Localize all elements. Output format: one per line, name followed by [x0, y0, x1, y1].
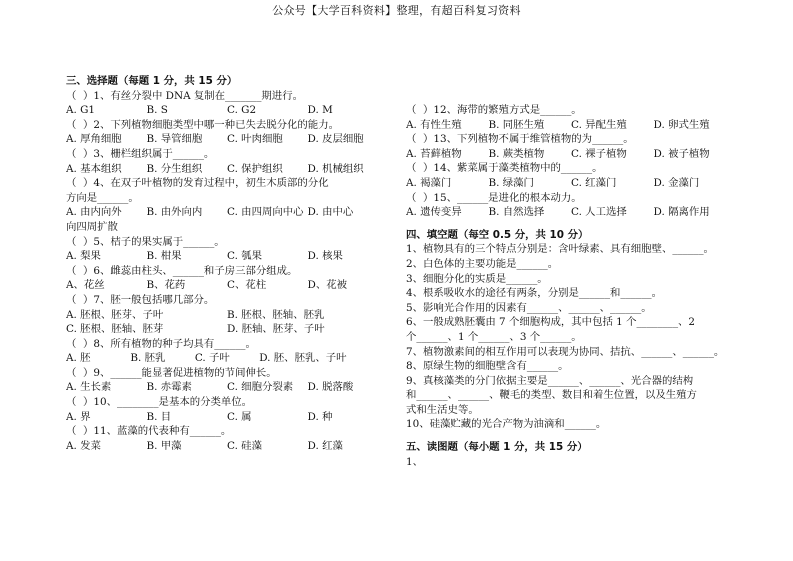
option: A. 胚根、胚芽、子叶 — [66, 308, 164, 321]
option: D. 机械组织 — [307, 162, 364, 175]
question-15: （ ）15、______是进化的根本动力。 — [406, 191, 582, 204]
option: B. 由外向内 — [146, 206, 203, 219]
question-9: （ ）9、______能显著促进植物的节间伸长。 — [66, 366, 277, 379]
option: A. 界 — [66, 410, 91, 423]
question-1-options — [66, 103, 388, 118]
fill-10: 10、硅藻贮藏的光合产物为油滴和______。 — [406, 418, 607, 431]
question-4-options — [66, 205, 388, 220]
fill-4: 4、根系吸收水的途径有两条，分别是______和______。 — [406, 287, 662, 300]
spacer — [406, 220, 736, 228]
option: C. 由四周向中心 — [227, 206, 304, 219]
question-10: （ ）10、________是基本的分类单位。 — [66, 396, 253, 409]
option: C. 人工选择 — [571, 206, 627, 219]
option: A. 褐藻门 — [406, 176, 452, 189]
option: A. 厚角细胞 — [66, 133, 122, 146]
option: A、花丝 — [66, 279, 105, 292]
option: C. 属 — [227, 410, 252, 423]
option: B. 绿藻门 — [488, 176, 534, 189]
option: C. 异配生殖 — [571, 118, 627, 131]
question-14-options — [406, 176, 736, 191]
question-15-options — [406, 205, 736, 220]
option: B. 目 — [146, 410, 172, 423]
question-5: （ ）5、桔子的果实属于______。 — [66, 235, 225, 248]
option: A. 苔藓植物 — [406, 147, 462, 160]
option: B. 蕨类植物 — [488, 147, 545, 160]
option: D. 胚轴、胚芽、子叶 — [227, 323, 325, 336]
question-7-options-row2 — [66, 322, 388, 337]
page-header: 公众号【大学百科资料】整理，有超百科复习资料 — [272, 4, 521, 17]
fill-1: 1、植物具有的三个特点分别是：含叶绿素、具有细胞壁、______。 — [406, 243, 714, 256]
fill-8: 8、原绿生物的细胞壁含有______。 — [406, 360, 569, 373]
section-4-title: 四、填空题（每空 0.5 分，共 10 分） — [406, 228, 589, 241]
option: D. 胚、胚乳、子叶 — [259, 352, 347, 365]
question-10-options — [66, 410, 388, 425]
option: D. 核果 — [307, 250, 343, 263]
option: C. 保护组织 — [227, 162, 283, 175]
option: A. 生长素 — [66, 381, 112, 394]
option: A. 由内向外 — [66, 206, 122, 219]
option: B. 胚乳 — [130, 352, 166, 365]
question-12-options — [406, 118, 736, 133]
fill-2: 2、白色体的主要功能是______。 — [406, 257, 559, 270]
option: D. 种 — [307, 410, 333, 423]
question-8: （ ）8、所有植物的种子均具有______。 — [66, 337, 256, 350]
question-1: （ ）1、有丝分裂中 DNA 复制在_______期进行。 — [66, 89, 303, 102]
fill-9-line2: 和______、______、鞭毛的类型、数目和着生位置，以及生殖方 — [406, 389, 697, 402]
option: C. 硅藻 — [227, 439, 262, 452]
spacer — [406, 432, 736, 440]
option: B. 同胚生殖 — [488, 118, 545, 131]
option: B. 自然选择 — [488, 206, 545, 219]
question-8-options — [66, 351, 388, 366]
question-4-options-cont: 向四周扩散 — [66, 220, 118, 233]
section-3-title: 三、选择题（每题 1 分，共 15 分） — [66, 75, 238, 87]
question-11-options — [66, 439, 388, 454]
question-2: （ ）2、下列植物细胞类型中哪一种已失去脱分化的能力。 — [66, 118, 339, 131]
option: C. 裸子植物 — [571, 147, 627, 160]
option: A. G1 — [66, 104, 96, 117]
option: C. 红藻门 — [571, 176, 617, 189]
option: C. G2 — [227, 104, 257, 117]
right-column — [406, 103, 736, 469]
question-7: （ ）7、胚一般包括哪几部分。 — [66, 293, 215, 306]
fill-9-line3: 式和生活史等。 — [406, 403, 479, 416]
option: A. 基本组织 — [66, 162, 122, 175]
option: D. 皮层细胞 — [307, 133, 364, 146]
option: B、花药 — [146, 279, 186, 292]
question-3-options — [66, 162, 388, 177]
option: B. 柑果 — [146, 250, 182, 263]
option: D. M — [307, 104, 333, 117]
read-figure-1: 1、 — [406, 455, 424, 468]
question-6: （ ）6、雌蕊由柱头、______和子房三部分组成。 — [66, 264, 298, 277]
option: D. 卵式生殖 — [653, 118, 710, 131]
option: D. 隔离作用 — [653, 206, 710, 219]
option: C、花柱 — [227, 279, 267, 292]
option: A. 胚 — [66, 352, 91, 365]
option: B. S — [146, 104, 168, 117]
option: C. 叶肉细胞 — [227, 133, 283, 146]
question-6-options — [66, 278, 388, 293]
question-7-options-row1 — [66, 308, 388, 323]
fill-7: 7、植物激素间的相互作用可以表现为协同、拮抗、______、______。 — [406, 345, 725, 358]
question-2-options — [66, 132, 388, 147]
question-14: （ ）14、紫菜属于藻类植物中的______。 — [406, 162, 603, 175]
option: A. 发菜 — [66, 439, 101, 452]
section-5-title: 五、读图题（每小题 1 分，共 15 分） — [406, 441, 588, 454]
left-column — [66, 74, 388, 453]
option: A. 有性生殖 — [406, 118, 462, 131]
fill-9-line1: 9、真核藻类的分门依据主要是______、______、光合器的结构 — [406, 374, 694, 387]
option: A. 梨果 — [66, 250, 101, 263]
question-12: （ ）12、海带的繁殖方式是______。 — [406, 104, 582, 116]
option: C. 胚根、胚轴、胚芽 — [66, 323, 164, 336]
question-11: （ ）11、蓝藻的代表种有______。 — [66, 425, 232, 438]
option: B. 分生组织 — [146, 162, 203, 175]
fill-3: 3、细胞分化的实质是______。 — [406, 272, 548, 285]
option: C. 瓠果 — [227, 250, 262, 263]
question-9-options — [66, 380, 388, 395]
question-3: （ ）3、栅栏组织属于______。 — [66, 147, 215, 160]
option: D. 金藻门 — [653, 176, 700, 189]
option: D. 红藻 — [307, 439, 343, 452]
option: B. 甲藻 — [146, 439, 182, 452]
option: C. 细胞分裂素 — [227, 381, 294, 394]
question-13-options — [406, 147, 736, 162]
question-4-line1: （ ）4、在双子叶植物的发育过程中，初生木质部的分化 — [66, 177, 329, 190]
question-5-options — [66, 249, 388, 264]
option: D. 脱落酸 — [307, 381, 354, 394]
question-13: （ ）13、下列植物不属于维管植物的为______。 — [406, 133, 634, 146]
option: C. 子叶 — [194, 352, 230, 365]
option: B. 赤霉素 — [146, 381, 192, 394]
option: A. 遗传变异 — [406, 206, 462, 219]
option: D、花被 — [307, 279, 348, 292]
fill-6-line2: 个______、1 个______、3 个______。 — [406, 330, 582, 343]
option: B. 胚根、胚轴、胚乳 — [227, 308, 325, 321]
question-4-line2: 方向是______。 — [66, 191, 139, 204]
fill-6-line1: 6、一般成熟胚囊由 7 个细胞构成，其中包括 1 个________、2 — [406, 316, 696, 329]
option: D. 被子植物 — [653, 147, 710, 160]
option: D. 由中心 — [307, 206, 354, 219]
fill-5: 5、影响光合作用的因素有______、______、______。 — [406, 301, 652, 314]
option: B. 导管细胞 — [146, 133, 203, 146]
